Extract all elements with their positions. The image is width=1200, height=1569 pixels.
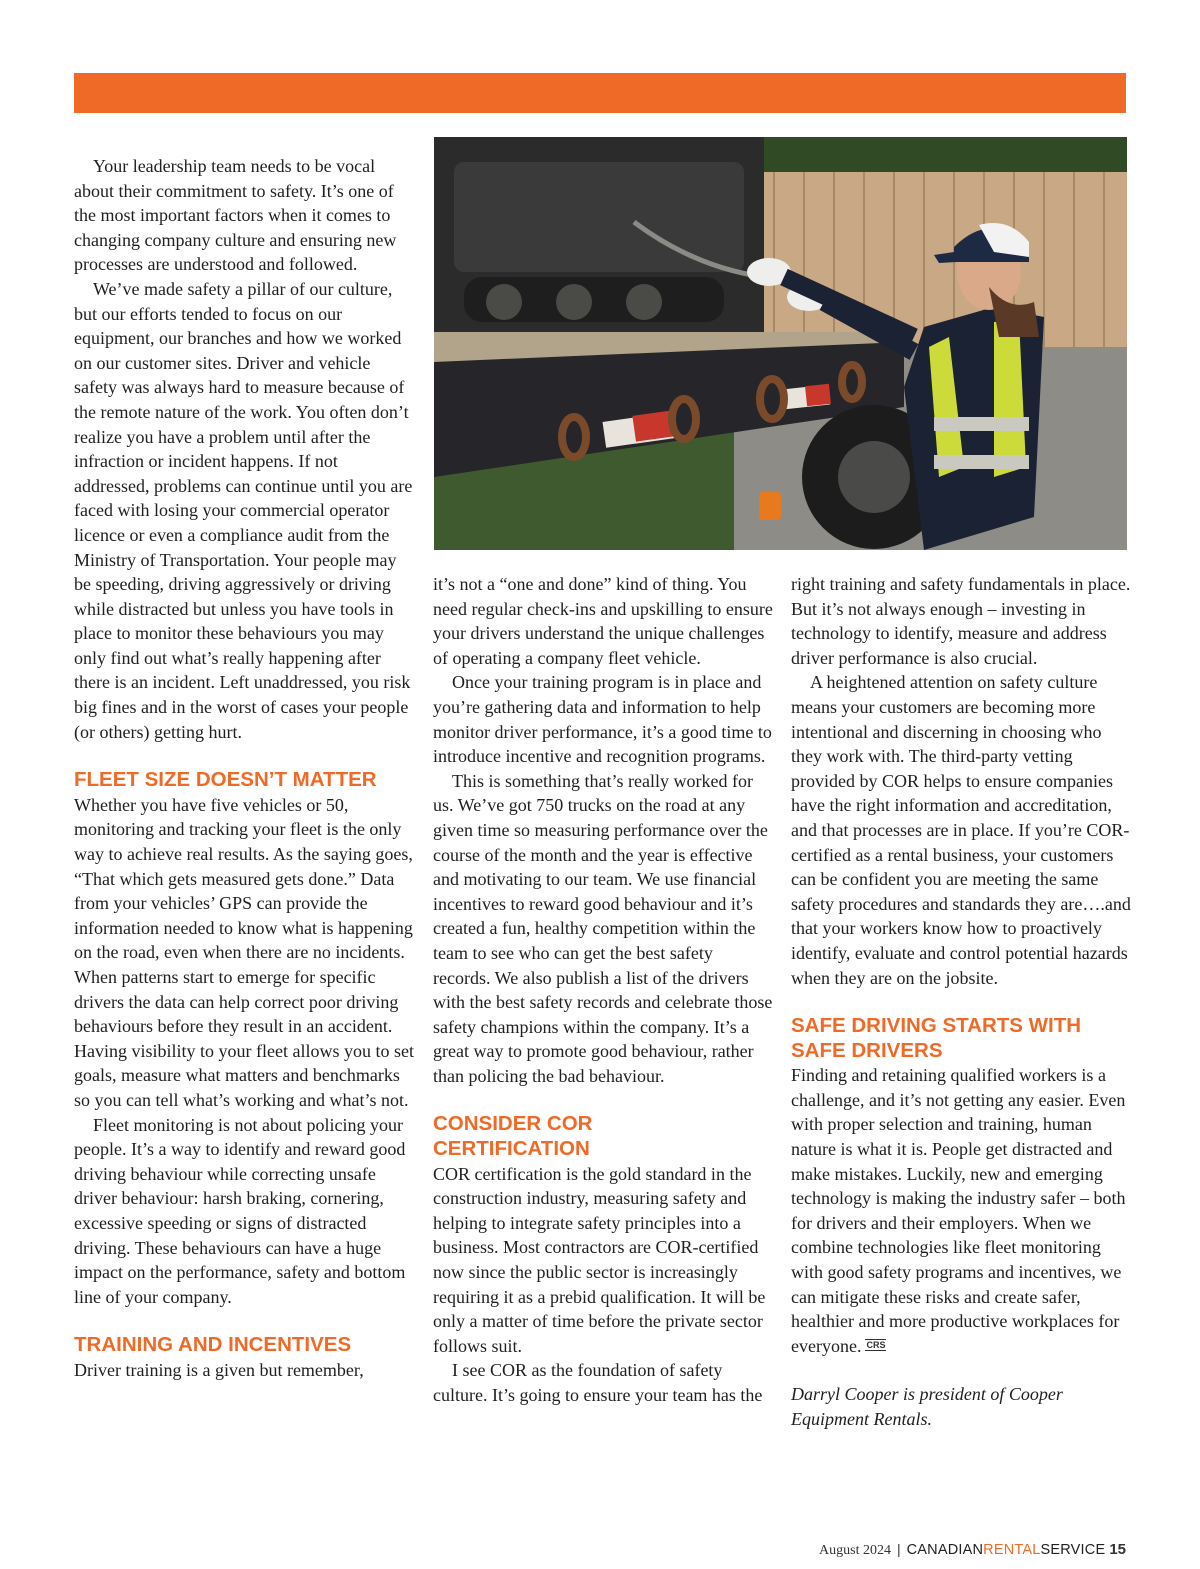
- section-heading-safe-driving: SAFE DRIVING STARTS WITH SAFE DRIVERS: [791, 1014, 1082, 1062]
- paragraph: Once your training program is in place and you’re gathering data and information to help monitor driver performance, it’s a good time to introduce incentive and recognition programs.: [433, 672, 772, 767]
- issue-date: August 2024: [819, 1543, 891, 1558]
- paragraph: I see COR as the foundation of safety culture. It’s going to ensure your team has the: [433, 1360, 763, 1405]
- section-heading-cor: CONSIDER COR CERTIFICATION: [433, 1112, 593, 1161]
- paragraph: A heightened attention on safety culture means your customers are becoming more intentional and discerning in choosing who they work with. The third-party vetting provided by COR helps to ensure companies have the right information and accreditation, and that processes are in place. If you’re COR-certified as a rental business, your customers can be confident you are meeting the same safety procedures and standards they are….and that your workers know how to proactively identify, evaluate and control potential hazards when they are on the jobsite.: [791, 672, 1131, 988]
- paragraph: Whether you have five vehicles or 50, monitoring and tracking your fleet is the only way to achieve real results. As the saying goes, “That which gets measured gets done.” Data from your vehicles’ GPS can provide the information needed to know what is happening on the road, even when there are no incidents. When patterns start to emerge for specific drivers the data can help correct poor driving behaviours before they result in an accident. Having visibility to your fleet allows you to set goals, measure what matters and benchmarks so you can tell what’s working and what’s not.: [74, 794, 414, 1110]
- worker-securing-equipment-photo: [434, 137, 1127, 550]
- header-color-band: [74, 73, 1126, 113]
- paragraph: COR certification is the gold standard in the construction industry, measuring safety and helping to integrate safety principles into a business. Most contractors are COR-certified now since the public sector is increasingly requiring it as a prebid qualification. It will be only a matter of time before the private sector follows suit.: [433, 1163, 766, 1356]
- author-byline: Darryl Cooper is president of Cooper Equipment Rentals.: [791, 1384, 1063, 1429]
- paragraph: right training and safety fundamentals in place. But it’s not always enough – investing in technology to identify, measure and address driver performance is also crucial.: [791, 574, 1131, 668]
- article-column-1: [74, 154, 414, 1383]
- footer-separator: |: [897, 1541, 901, 1557]
- article-column-2: [433, 572, 773, 1408]
- section-heading-training: TRAINING AND INCENTIVES: [74, 1333, 352, 1357]
- paragraph: Driver training is a given but remember,: [74, 1359, 364, 1380]
- article-photo: [434, 137, 1127, 550]
- paragraph: This is something that’s really worked for us. We’ve got 750 trucks on the road at any given time so measuring performance over the course of the month and the year is effective and motivating to our team. We use financial incentives to reward good behaviour and it’s created a fun, healthy competition within the team to see who can get the best safety records. We also publish a list of the drivers with the best safety records and celebrate those safety champions within the company. It’s a great way to promote good behaviour, rather than policing the bad behaviour.: [433, 770, 773, 1086]
- paragraph: Your leadership team needs to be vocal about their commitment to safety. It’s one of the most important factors when it comes to changing company culture and ensuring new processes are understood and followed.: [74, 156, 397, 275]
- paragraph-last: [791, 1063, 1131, 1358]
- paragraph: We’ve made safety a pillar of our culture, but our efforts tended to focus on our equipment, our branches and how we worked on our customer sites. Driver and vehicle safety was always hard to measure because of the remote nature of the work. You often don’t realize you have a problem until after the infraction or incident happens. If not addressed, problems can continue until you are faced with losing your commercial operator licence or even a compliance audit from the Ministry of Transportation. Your people may be speeding, driving aggressively or driving while distracted but unless you have tools in place to monitor these behaviours you may only find out what’s really happening after there is an incident. Left unaddressed, you risk big fines and in the worst of cases your people (or others) getting hurt.: [74, 278, 413, 742]
- paragraph: it’s not a “one and done” kind of thing. You need regular check-ins and upskilling to ensure your drivers understand the unique challenges of operating a company fleet vehicle.: [433, 574, 773, 668]
- article-column-3: [791, 572, 1131, 1432]
- publication-name: CANADIANRENTALSERVICE: [906, 1542, 1106, 1558]
- end-mark-icon: CRS: [866, 1339, 886, 1350]
- page-footer: [819, 1538, 1126, 1560]
- section-heading-fleet-size: FLEET SIZE DOESN’T MATTER: [74, 768, 377, 792]
- paragraph: Fleet monitoring is not about policing your people. It’s a way to identify and reward good driving behaviour while correcting unsafe driver behaviour: harsh braking, cornering, excessive speeding or signs of distracted driving. These behaviours can have a huge impact on the performance, safety and bottom line of your company.: [74, 1114, 406, 1307]
- paragraph-text: Finding and retaining qualified workers is a challenge, and it’s not getting any easier. Even with proper selection and training, human nature is what it is. People get distracted and make mistakes. Luckily, new and emerging technology is making the industry safer – both for drivers and their employers. When we combine technologies like fleet monitoring with good safety programs and incentives, we can mitigate these risks and create safer, healthier and more productive workplaces for everyone.: [791, 1065, 1126, 1356]
- page-number: 15: [1109, 1541, 1126, 1558]
